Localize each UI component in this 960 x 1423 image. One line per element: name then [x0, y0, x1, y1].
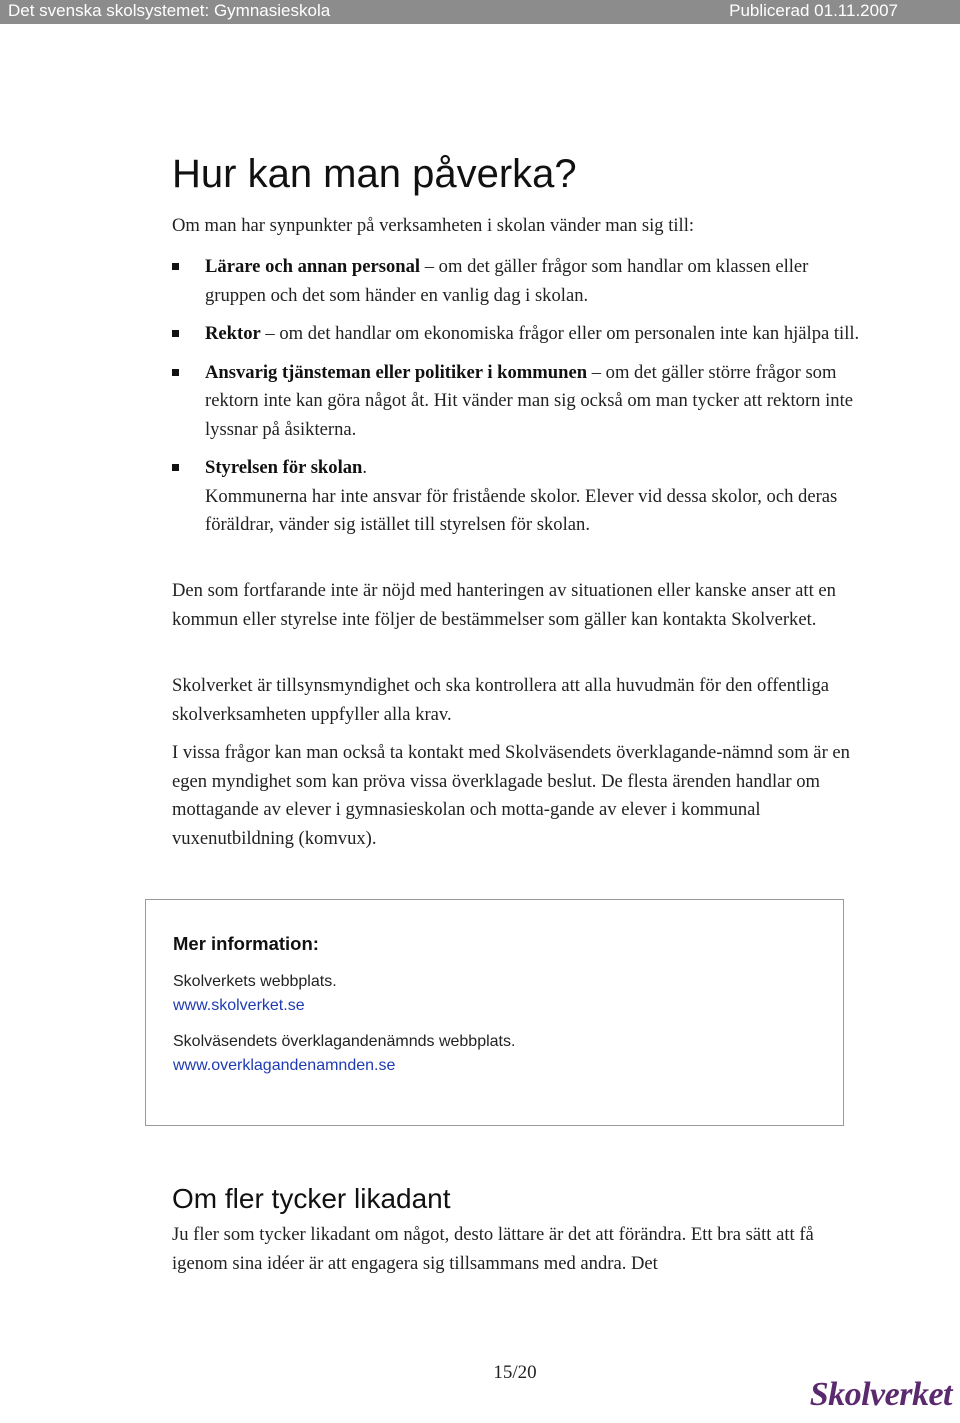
page-title: Hur kan man påverka?: [172, 152, 577, 196]
square-bullet-icon: [172, 330, 179, 337]
list-item-heading: Lärare och annan personal: [205, 256, 421, 277]
header-published-date: Publicerad 01.11.2007: [729, 1, 898, 20]
appeals-board-link[interactable]: www.overklagandenamnden.se: [173, 1057, 396, 1074]
list-item: [172, 320, 862, 349]
paragraph-text: Ju fler som tycker likadant om något, desto lättare är det att förändra. Ett bra sätt att få igenom sina idéer är att engagera sig tillsammans med andra. Det: [172, 1224, 814, 1274]
paragraph-supervision: [172, 672, 862, 729]
list-item-heading: Rektor: [205, 323, 261, 344]
square-bullet-icon: [172, 369, 179, 376]
list-item: [172, 253, 862, 310]
list-item: [172, 454, 862, 540]
appeals-board-site-label: Skolväsendets överklagandenämnds webbplats.: [173, 1033, 516, 1050]
square-bullet-icon: [172, 263, 179, 270]
paragraph-text: I vissa frågor kan man också ta kontakt med Skolväsendets överklagande-nämnd som är en egen myndighet som kan pröva vissa överklagade beslut. De flesta ärenden handlar om mottagande av elever i gymnasieskolan och motta-gande av elever i kommunal vuxenutbildning (komvux).: [172, 742, 850, 849]
list-item-heading: Ansvarig tjänsteman eller politiker i kommunen: [205, 361, 588, 383]
paragraph-text: Den som fortfarande inte är nöjd med hanteringen av situationen eller kanske anser att en kommun eller styrelse inte följer de bestämmelser som gäller kan kontakta Skolverket.: [172, 580, 836, 630]
paragraph-contact-skolverket: [172, 577, 862, 634]
more-info-title: Mer information:: [173, 933, 319, 954]
paragraph-appeals-board: [172, 739, 862, 853]
list-item-text: – om det gäller större frågor som rektorn inte kan göra något åt. Hit vänder man sig också om man tycker att rektorn inte lyssnar på åsikterna.: [205, 361, 853, 440]
section-paragraph: [172, 1221, 862, 1278]
list-item-heading: Styrelsen för skolan: [205, 457, 363, 478]
list-item-text: .: [362, 457, 368, 478]
section-heading: Om fler tycker likadant: [172, 1183, 451, 1214]
square-bullet-icon: [172, 464, 179, 471]
intro-paragraph: [172, 212, 862, 241]
list-item-text: – om det handlar om ekonomiska frågor eller om personalen inte kan hjälpa till.: [260, 323, 860, 344]
skolverket-site-label: Skolverkets webbplats.: [173, 973, 337, 990]
list-item-text: – om det gäller frågor som handlar om klassen eller gruppen och det som händer en vanlig dag i skolan.: [205, 256, 809, 306]
paragraph-text: Skolverket är tillsynsmyndighet och ska kontrollera att alla huvudmän för den offentliga skolverksamheten uppfyller alla krav.: [172, 675, 829, 725]
skolverket-link[interactable]: www.skolverket.se: [173, 997, 305, 1014]
page-number: 15/20: [493, 1362, 537, 1383]
header-doc-title: Det svenska skolsystemet: Gymnasieskola: [8, 1, 331, 20]
list-item: [172, 359, 862, 445]
more-info-box: [145, 899, 844, 1126]
skolverket-logo: Skolverket: [809, 1376, 952, 1413]
document-header: [0, 0, 960, 24]
list-item-extra-text: Kommunerna har inte ansvar för fristående skolor. Elever vid dessa skolor, och deras föräldrar, vänder sig istället till styrelsen för skolan.: [205, 485, 838, 535]
intro-text: Om man har synpunkter på verksamheten i skolan vänder man sig till:: [172, 215, 695, 236]
contact-list: [172, 253, 862, 540]
